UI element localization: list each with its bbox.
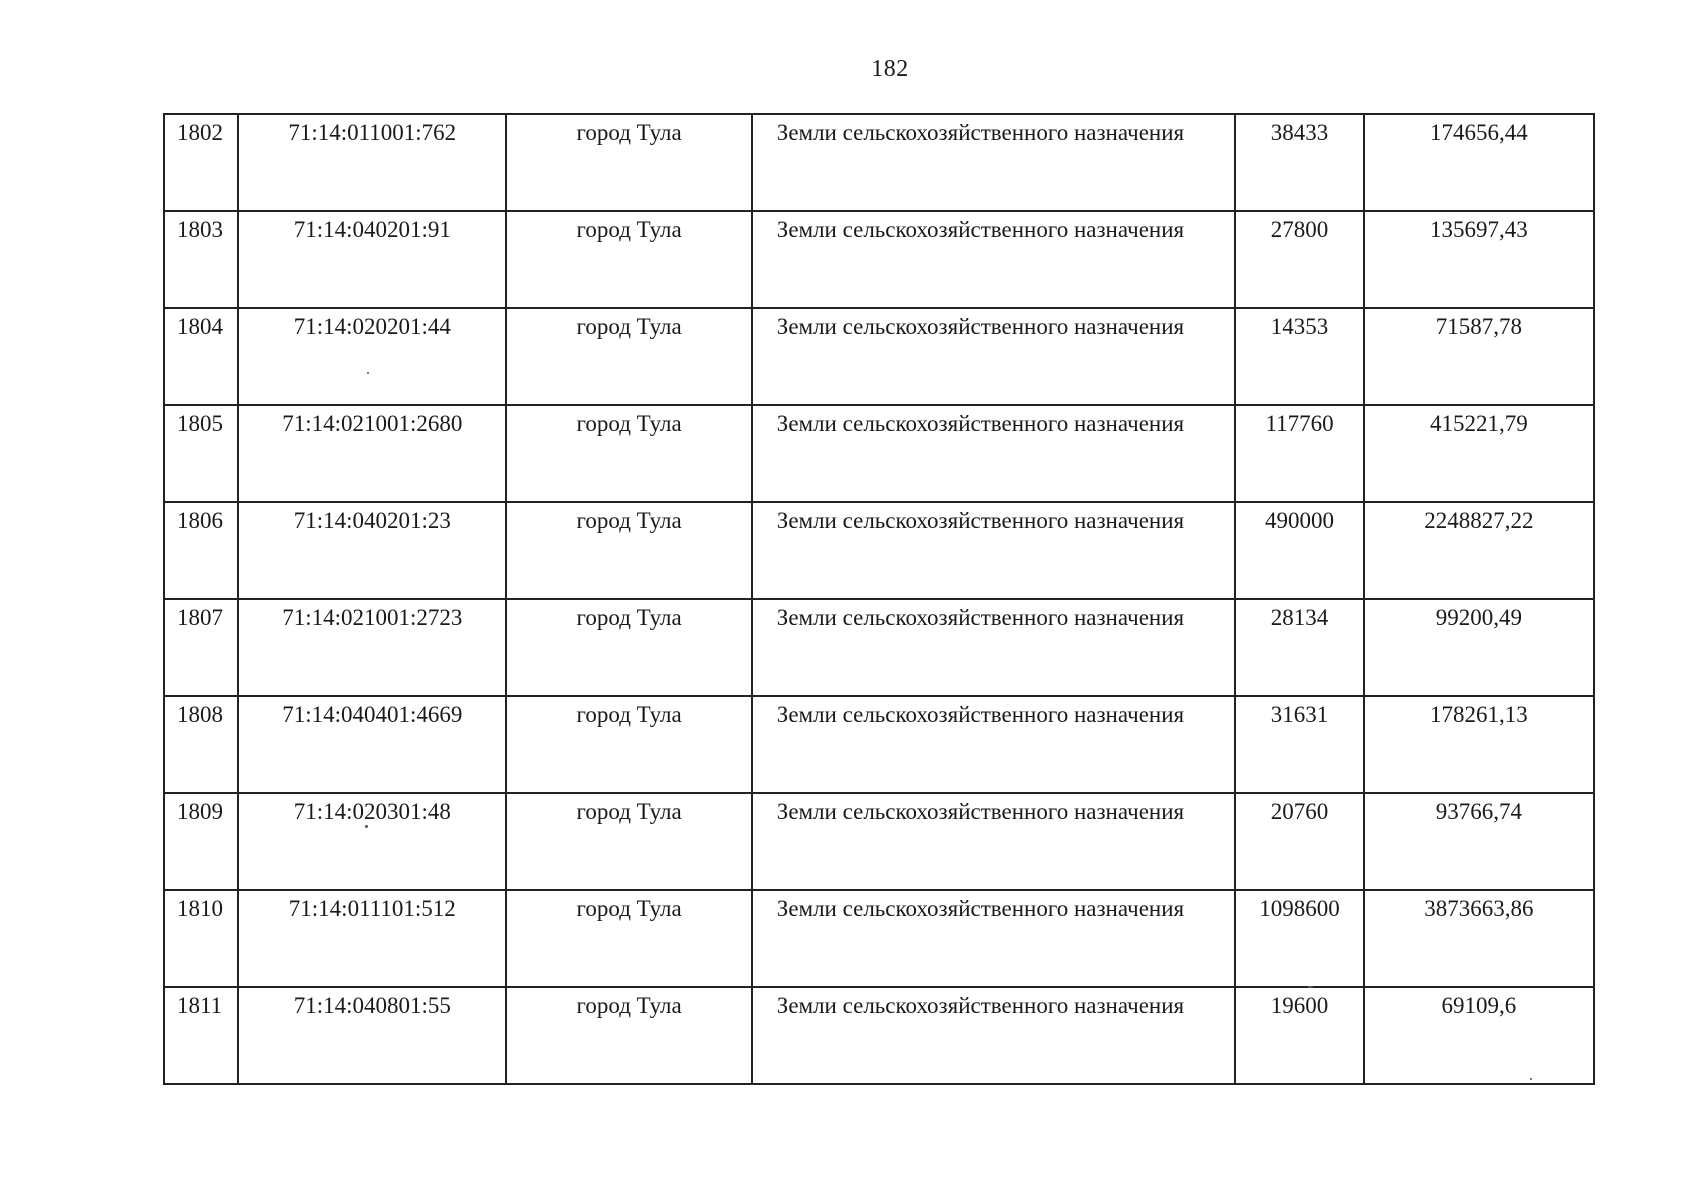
row-number: 1810 — [164, 890, 238, 987]
cadastral-value: 3873663,86 — [1364, 890, 1594, 987]
scan-speck — [365, 825, 368, 828]
cadastral-number: 71:14:020301:48 — [238, 793, 506, 890]
table-row — [164, 793, 1594, 890]
table-row — [164, 405, 1594, 502]
location: город Тула — [506, 114, 751, 211]
scan-speck — [1308, 986, 1313, 988]
area: 14353 — [1235, 308, 1363, 405]
row-number: 1806 — [164, 502, 238, 599]
area: 20760 — [1235, 793, 1363, 890]
cadastral-value: 69109,6 — [1364, 987, 1594, 1084]
land-category: Земли сельскохозяйственного назначения — [752, 987, 1236, 1084]
page-number: 182 — [871, 56, 909, 82]
cadastral-number: 71:14:021001:2680 — [238, 405, 506, 502]
land-category: Земли сельскохозяйственного назначения — [752, 696, 1236, 793]
row-number: 1803 — [164, 211, 238, 308]
cadastral-value: 135697,43 — [1364, 211, 1594, 308]
land-category: Земли сельскохозяйственного назначения — [752, 793, 1236, 890]
area: 31631 — [1235, 696, 1363, 793]
land-category: Земли сельскохозяйственного назначения — [752, 599, 1236, 696]
area: 1098600 — [1235, 890, 1363, 987]
row-number: 1807 — [164, 599, 238, 696]
area: 38433 — [1235, 114, 1363, 211]
area: 27800 — [1235, 211, 1363, 308]
table-row — [164, 890, 1594, 987]
location: город Тула — [506, 405, 751, 502]
table-row — [164, 599, 1594, 696]
cadastral-number: 71:14:040201:23 — [238, 502, 506, 599]
land-category: Земли сельскохозяйственного назначения — [752, 211, 1236, 308]
land-category: Земли сельскохозяйственного назначения — [752, 308, 1236, 405]
location: город Тула — [506, 987, 751, 1084]
land-category: Земли сельскохозяйственного назначения — [752, 114, 1236, 211]
table-row — [164, 211, 1594, 308]
cadastral-number: 71:14:040201:91 — [238, 211, 506, 308]
area: 28134 — [1235, 599, 1363, 696]
cadastral-number: 71:14:011101:512 — [238, 890, 506, 987]
location: город Тула — [506, 308, 751, 405]
cadastral-value: 71587,78 — [1364, 308, 1594, 405]
area: 490000 — [1235, 502, 1363, 599]
cadastral-number: 71:14:011001:762 — [238, 114, 506, 211]
cadastral-number: 71:14:020201:44 — [238, 308, 506, 405]
land-category: Земли сельскохозяйственного назначения — [752, 405, 1236, 502]
table-row — [164, 502, 1594, 599]
cadastral-number: 71:14:021001:2723 — [238, 599, 506, 696]
cadastral-value: 415221,79 — [1364, 405, 1594, 502]
row-number: 1805 — [164, 405, 238, 502]
location: город Тула — [506, 599, 751, 696]
land-category: Земли сельскохозяйственного назначения — [752, 890, 1236, 987]
table-row — [164, 114, 1594, 211]
scan-speck — [367, 372, 369, 374]
location: город Тула — [506, 502, 751, 599]
row-number: 1809 — [164, 793, 238, 890]
table-body — [164, 114, 1594, 1084]
cadastral-value: 178261,13 — [1364, 696, 1594, 793]
row-number: 1802 — [164, 114, 238, 211]
scan-speck — [1530, 1078, 1532, 1080]
cadastral-value: 99200,49 — [1364, 599, 1594, 696]
land-plots-table — [163, 113, 1595, 1085]
cadastral-value: 2248827,22 — [1364, 502, 1594, 599]
cadastral-value: 174656,44 — [1364, 114, 1594, 211]
area: 19600 — [1235, 987, 1363, 1084]
location: город Тула — [506, 211, 751, 308]
cadastral-value: 93766,74 — [1364, 793, 1594, 890]
location: город Тула — [506, 793, 751, 890]
row-number: 1811 — [164, 987, 238, 1084]
table-row — [164, 696, 1594, 793]
land-category: Земли сельскохозяйственного назначения — [752, 502, 1236, 599]
table-row — [164, 987, 1594, 1084]
location: город Тула — [506, 890, 751, 987]
row-number: 1808 — [164, 696, 238, 793]
table-row — [164, 308, 1594, 405]
row-number: 1804 — [164, 308, 238, 405]
area: 117760 — [1235, 405, 1363, 502]
cadastral-number: 71:14:040801:55 — [238, 987, 506, 1084]
cadastral-number: 71:14:040401:4669 — [238, 696, 506, 793]
location: город Тула — [506, 696, 751, 793]
